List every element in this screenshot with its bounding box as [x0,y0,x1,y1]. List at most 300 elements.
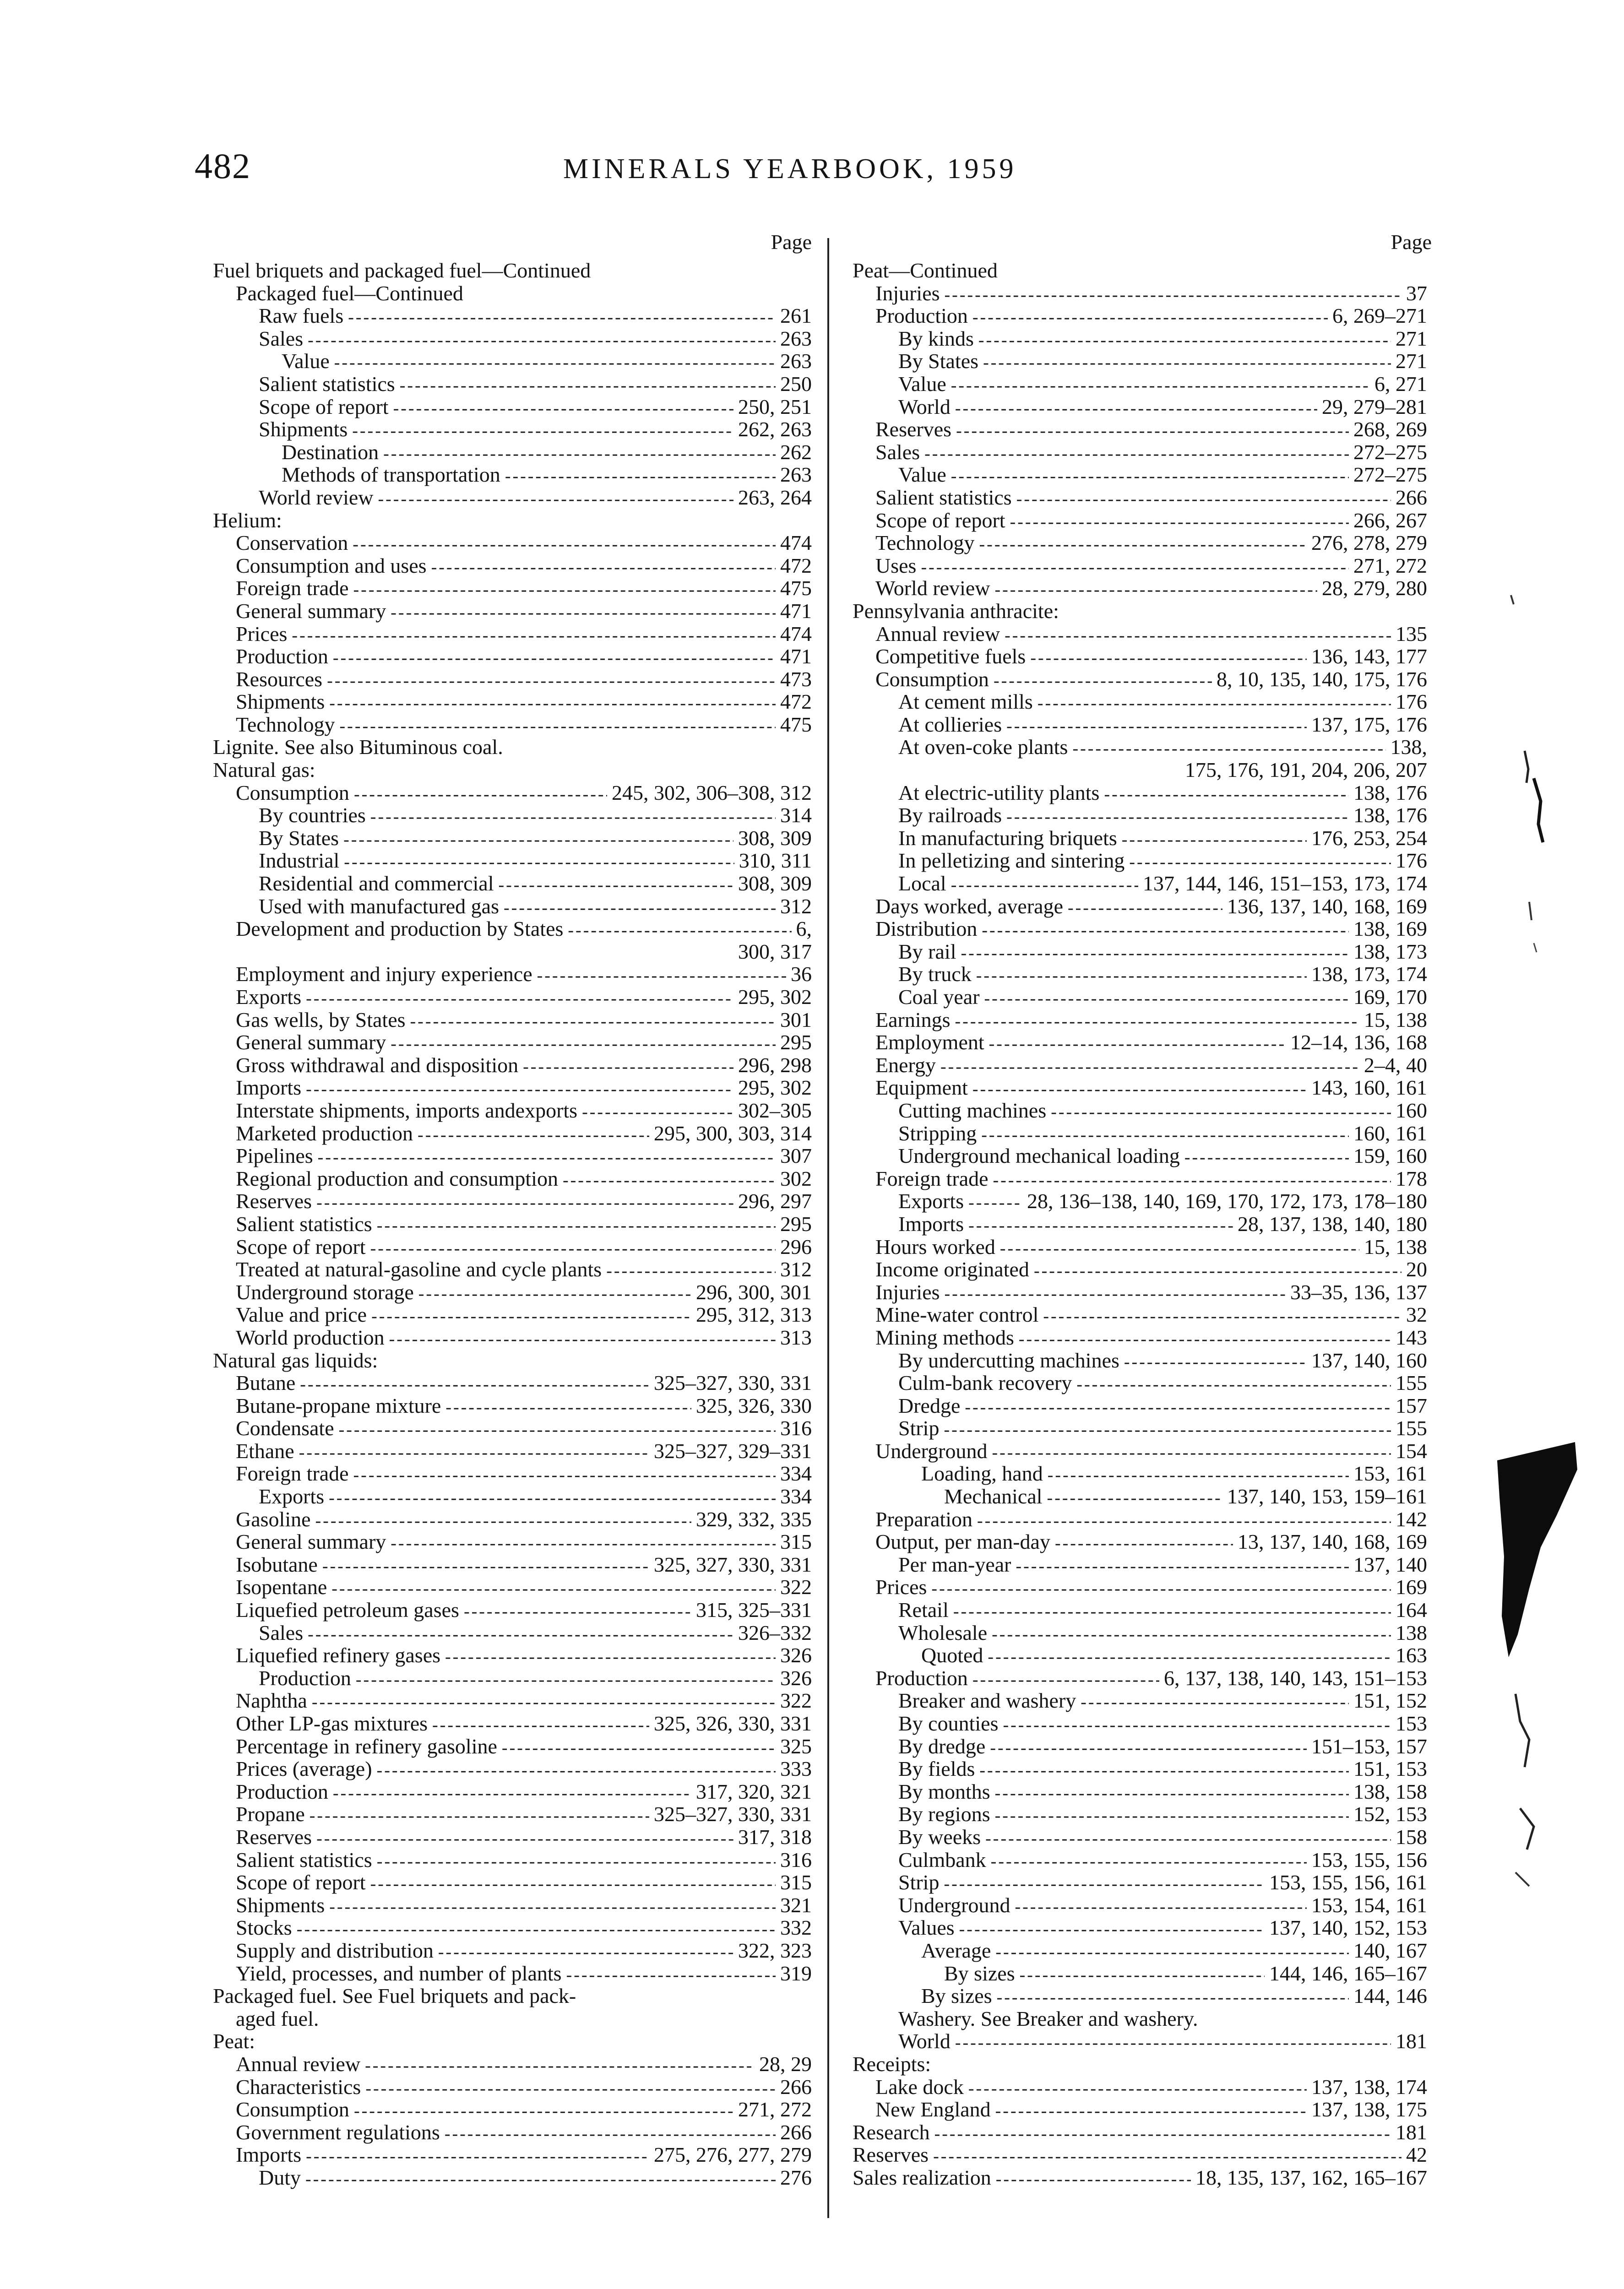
scan-artifact [1506,586,1561,1090]
index-entry [213,1190,816,1213]
leader-dots [934,2121,1391,2146]
entry-term: By regions [898,1802,990,1826]
leader-dots [1068,895,1222,920]
leader-dots [445,2121,776,2146]
index-entry [853,532,1432,554]
leader-dots [391,600,776,624]
entry-term: Raw fuels [259,304,344,328]
index-entry [213,1054,816,1077]
entry-term: Uses [875,553,917,577]
leader-dots [953,1599,1391,1623]
index-entry [213,1076,816,1099]
entry-term: Consumption [236,2098,349,2121]
index-entry [853,759,1432,781]
entry-pages: 138 [1396,1621,1427,1644]
entry-pages: 169 [1396,1575,1427,1599]
entry-pages: 13, 137, 140, 168, 169 [1238,1530,1427,1554]
entry-pages: 262, 263 [738,418,812,441]
index-entry [853,1009,1432,1031]
index-entry [213,2030,816,2053]
entry-pages: 295, 302 [738,1076,812,1100]
entry-pages: 326 [780,1666,812,1690]
index-entry [213,1712,816,1735]
entry-term: By kinds [898,326,974,350]
entry-pages: 137, 140, 152, 153 [1269,1916,1427,1940]
entry-term: Salient statistics [236,1848,372,1871]
index-entry [853,1508,1432,1531]
entry-term: Other LP-gas mixtures [236,1712,428,1735]
index-entry [853,2143,1432,2166]
entry-pages: 295, 300, 303, 314 [654,1121,812,1145]
leader-dots [972,1076,1307,1101]
index-entry [213,2121,816,2144]
entry-pages: 325, 327, 330, 331 [654,1552,812,1576]
entry-pages: 295, 312, 313 [696,1303,812,1327]
leader-dots [348,304,776,329]
leader-dots [1104,781,1349,806]
index-entry [213,917,816,940]
index-entry [213,1440,816,1463]
leader-dots [988,1644,1391,1669]
index-entry [213,1417,816,1440]
index-entry [853,1462,1432,1485]
leader-dots [1072,736,1385,760]
leader-dots [944,1871,1265,1896]
entry-term: Reserves [236,1189,312,1213]
entry-pages: 275, 276, 277, 279 [654,2143,812,2167]
entry-term: Receipts: [853,2052,931,2076]
entry-term: Average [921,1938,991,1962]
leader-dots [308,1622,733,1646]
entry-term: Retail [898,1598,949,1622]
index-entry [853,1303,1432,1326]
entry-pages: 151, 153 [1353,1757,1427,1781]
entry-pages: 245, 302, 306–308, 312 [612,781,812,804]
index-entry [853,1735,1432,1758]
entry-term: Duty [259,2165,301,2189]
index-entry [853,804,1432,827]
index-entry [213,1622,816,1644]
index-entry [853,1803,1432,1826]
leader-dots [984,986,1349,1010]
entry-pages: 317, 320, 321 [696,1779,812,1803]
index-entry [853,1167,1432,1190]
entry-term: Strip [898,1416,940,1440]
leader-dots [299,1440,649,1465]
entry-term: Sales [259,1621,304,1644]
entry-term: Preparation [875,1507,973,1531]
entry-term: Salient statistics [875,485,1012,509]
index-entry [853,509,1432,532]
entry-term: Exports [898,1189,964,1213]
entry-pages: 143, 160, 161 [1311,1076,1427,1100]
leader-dots [523,1054,733,1079]
leader-dots [606,1258,776,1283]
index-entry [213,1099,816,1122]
entry-term: By rail [898,939,956,963]
leader-dots [1006,713,1307,738]
entry-pages: 474 [780,622,812,645]
entry-pages: 325, 326, 330, 331 [654,1712,812,1735]
entry-pages: 315, 325–331 [696,1598,812,1622]
entry-pages: 332 [780,1916,812,1940]
entry-term: Consumption [875,667,989,691]
index-entry [853,1054,1432,1077]
index-entry [213,895,816,918]
leader-dots [432,1712,649,1737]
leader-dots [370,1236,776,1260]
index-entry [213,2166,816,2189]
entry-term: In manufacturing briquets [898,826,1117,850]
entry-pages: 137, 138, 175 [1311,2098,1427,2121]
entry-pages: 20 [1406,1258,1427,1281]
leader-dots [322,1553,649,1578]
entry-term: Regional production and consumption [236,1166,558,1190]
leader-dots [306,986,733,1010]
entry-pages: 154 [1396,1439,1427,1463]
entry-pages: 262 [780,440,812,464]
leader-dots [1003,1712,1391,1737]
leader-dots [377,1849,776,1873]
index-entry [853,1236,1432,1258]
entry-pages: 138, [1390,735,1427,759]
index-entry [853,827,1432,850]
entry-term: Value [898,463,946,487]
leader-dots [566,1962,776,1987]
entry-term: By dredge [898,1734,986,1758]
entry-pages: 178 [1396,1166,1427,1190]
entry-pages: 312 [780,894,812,918]
entry-pages: 295 [780,1031,812,1054]
entry-pages: 140, 167 [1353,1938,1427,1962]
leader-dots [921,554,1349,579]
leader-dots [945,1281,1286,1306]
leader-dots [356,1667,776,1692]
leader-dots [933,2143,1401,2168]
entry-pages: 315 [780,1530,812,1554]
index-entry [853,1826,1432,1849]
index-entry [213,1462,816,1485]
entry-term: By truck [898,962,972,986]
index-entry [213,600,816,623]
leader-dots [371,1303,691,1328]
entry-pages: 138, 176 [1353,803,1427,827]
entry-pages: 295 [780,1212,812,1236]
entry-term: By weeks [898,1825,981,1849]
entry-pages: 313 [780,1325,812,1349]
entry-term: Prices [875,1575,927,1599]
index-entry [213,1962,816,1985]
index-entry [213,418,816,441]
entry-pages: 471 [780,599,812,623]
entry-pages: 296 [780,1235,812,1258]
entry-term: By railroads [898,803,1002,827]
leader-dots [563,1167,776,1192]
entry-term: Scope of report [875,508,1005,532]
leader-dots [312,1689,776,1714]
entry-term: General summary [236,1031,386,1054]
index-entry [853,1031,1432,1054]
index-entry [213,509,816,532]
entry-term: Value [282,349,330,373]
entry-term: Employment and injury experience [236,962,532,986]
entry-term: By countries [259,803,366,827]
entry-term: Foreign trade [875,1166,989,1190]
index-entry [213,1122,816,1145]
entry-pages: 160 [1396,1098,1427,1122]
entry-term: Condensate [236,1416,334,1440]
entry-pages: 137, 175, 176 [1311,712,1427,736]
entry-pages: 137, 144, 146, 151–153, 173, 174 [1143,872,1427,895]
index-entry [853,645,1432,668]
entry-term: Reserves [853,2143,929,2167]
entry-pages: 151, 152 [1353,1689,1427,1713]
index-entry [213,872,816,895]
leader-dots [959,1916,1265,1941]
entry-pages: 33–35, 136, 137 [1290,1280,1427,1304]
scan-artifact [1497,1442,1580,1662]
index-entry [853,554,1432,577]
entry-term: Production [875,1666,968,1690]
entry-pages: 314 [780,803,812,827]
leader-dots [306,1076,733,1101]
entry-pages: 8, 10, 135, 140, 175, 176 [1217,667,1427,691]
entry-pages: 271 [1396,349,1427,373]
entry-pages: 329, 332, 335 [696,1507,812,1531]
leader-dots [537,963,786,987]
leader-dots [353,1462,776,1487]
entry-pages: 28, 137, 138, 140, 180 [1238,1212,1427,1236]
entry-term: Breaker and washery [898,1689,1076,1713]
entry-pages: 271 [1396,326,1427,350]
index-entry [213,396,816,418]
entry-pages: 325–327, 329–331 [654,1439,812,1463]
leader-dots [306,2143,649,2168]
entry-pages: 169, 170 [1353,985,1427,1009]
leader-dots [990,1735,1307,1760]
index-entry [853,1599,1432,1622]
entry-term: Pennsylvania anthracite: [853,599,1059,623]
leader-dots [1005,623,1391,647]
entry-pages: 155 [1396,1416,1427,1440]
entry-term: Salient statistics [236,1212,372,1236]
entry-pages: 266 [780,2120,812,2144]
entry-term: Consumption [236,781,349,804]
entry-pages: 28, 136–138, 140, 169, 170, 172, 173, 178–180 [1027,1189,1427,1213]
leader-dots [377,1213,776,1237]
leader-dots [505,463,776,488]
entry-term: World review [875,576,990,600]
leader-dots [955,2030,1391,2055]
leader-dots [931,1576,1391,1600]
index-entry [213,1031,816,1054]
entry-term: Scope of report [259,395,389,418]
leader-dots [945,282,1401,307]
entry-term: Government regulations [236,2120,440,2144]
entry-pages: 175, 176, 191, 204, 206, 207 [1185,758,1427,782]
index-entry [853,1417,1432,1440]
index-entry [213,1349,816,1372]
index-entry [853,1644,1432,1667]
leader-dots [972,304,1328,329]
entry-term: Underground storage [236,1280,414,1304]
entry-pages: 153 [1396,1712,1427,1735]
entry-pages: 295, 302 [738,985,812,1009]
leader-dots [992,1622,1391,1646]
leader-dots [300,1372,649,1396]
index-entry [853,781,1432,804]
entry-pages: 307 [780,1144,812,1168]
entry-pages: 181 [1396,2029,1427,2053]
leader-dots [968,1213,1233,1237]
column-divider [827,238,829,2218]
entry-term: Gas wells, by States [236,1008,406,1031]
page-number: 482 [195,146,251,186]
entry-term: In pelletizing and sintering [898,849,1125,873]
entry-pages: 29, 279–281 [1322,395,1427,418]
index-entry [853,1849,1432,1871]
leader-dots [391,1530,776,1555]
entry-pages: 144, 146 [1353,1984,1427,2008]
entry-pages: 142 [1396,1507,1427,1531]
entry-term: Exports [236,985,302,1009]
entry-pages: 144, 146, 165–167 [1269,1961,1427,1985]
index-entry [213,1780,816,1803]
leader-dots [978,327,1391,352]
index-entry [213,282,816,305]
index-entry [213,849,816,872]
index-entry [853,1440,1432,1463]
entry-pages: 300, 317 [738,939,812,963]
leader-dots [951,463,1349,488]
leader-dots [502,1735,776,1760]
leader-dots [504,895,776,920]
page-column-label: Page [771,230,812,254]
entry-pages: 176, 253, 254 [1311,826,1427,850]
entry-term: Coal year [898,985,980,1009]
entry-pages: 137, 140, 153, 159–161 [1227,1485,1427,1508]
leader-dots [1129,849,1391,874]
index-entry [213,690,816,713]
index-entry [213,1236,816,1258]
leader-dots [940,1054,1359,1079]
entry-pages: 6, 271 [1374,372,1427,396]
index-entry [213,1326,816,1349]
entry-pages: 302 [780,1166,812,1190]
index-entry [213,1939,816,1962]
index-entry [853,2007,1432,2030]
leader-dots [331,1576,776,1600]
entry-term: Production [875,304,968,328]
leader-dots [400,373,776,397]
entry-term: By sizes [944,1961,1015,1985]
index-entry [853,1099,1432,1122]
leader-dots [993,1167,1391,1192]
index-entry [853,2076,1432,2099]
index-entry [213,736,816,759]
leader-dots [418,1281,691,1306]
entry-term: Technology [875,531,975,555]
entry-pages: 136, 137, 140, 168, 169 [1227,894,1427,918]
entry-term: Sales [259,326,304,350]
index-entry [853,463,1432,486]
index-entry [213,441,816,464]
index-entry [853,917,1432,940]
leader-dots [353,532,776,556]
entry-pages: 181 [1396,2120,1427,2144]
leader-dots [418,1122,649,1147]
leader-dots [315,1508,691,1533]
index-entry [213,1281,816,1304]
entry-term: At electric-utility plants [898,781,1100,804]
index-entry [853,872,1432,895]
leader-dots [981,1122,1349,1147]
leader-dots [995,1803,1349,1828]
index-entry [213,1803,816,1826]
entry-pages: 325, 326, 330 [696,1394,812,1417]
leader-dots [951,373,1370,397]
index-entry [853,1894,1432,1917]
entry-pages: 268, 269 [1353,418,1427,441]
entry-pages: 176 [1396,849,1427,873]
entry-pages: 302–305 [738,1098,812,1122]
entry-pages: 472 [780,553,812,577]
entry-term: Per man-year [898,1552,1011,1576]
leader-dots [994,577,1317,602]
entry-term: Gross withdrawal and disposition [236,1053,519,1077]
entry-pages: 2–4, 40 [1364,1053,1427,1077]
leader-dots [1184,1144,1349,1169]
entry-term: Employment [875,1031,984,1054]
leader-dots [393,396,733,420]
entry-term: Peat: [213,2029,255,2053]
entry-pages: 296, 300, 301 [696,1280,812,1304]
entry-term: World [898,2029,951,2053]
entry-term: Stocks [236,1916,292,1940]
entry-term: Underground [875,1439,988,1463]
entry-pages: 322 [780,1689,812,1713]
leader-dots [305,2166,776,2191]
entry-pages: 325–327, 330, 331 [654,1802,812,1826]
entry-term: Imports [236,1076,302,1100]
entry-pages: 325–327, 330, 331 [654,1371,812,1395]
index-entries [213,259,816,2189]
entry-pages: 272–275 [1353,440,1427,464]
entry-term: Helium: [213,508,282,532]
leader-dots [1015,1894,1307,1919]
entry-pages: 316 [780,1416,812,1440]
leader-dots [968,2076,1307,2100]
leader-dots [1037,690,1391,715]
entry-term: Residential and commercial [259,872,494,895]
index-entry [213,259,816,282]
index-entry [213,1530,816,1553]
index-entry [213,2076,816,2099]
entry-pages: 15, 138 [1364,1235,1427,1258]
leader-dots [1019,1326,1391,1351]
leader-dots [982,917,1349,942]
index-entry [853,1076,1432,1099]
leader-dots [1030,645,1307,670]
entry-term: Fuel briquets and packaged fuel—Continued [213,259,591,282]
entry-pages: 266 [1396,485,1427,509]
entry-pages: 37 [1406,281,1427,305]
entry-term: Injuries [875,281,940,305]
leader-dots [1055,1530,1233,1555]
leader-dots [924,441,1349,466]
leader-dots [1010,509,1349,534]
entry-term: Mine-water control [875,1303,1039,1327]
